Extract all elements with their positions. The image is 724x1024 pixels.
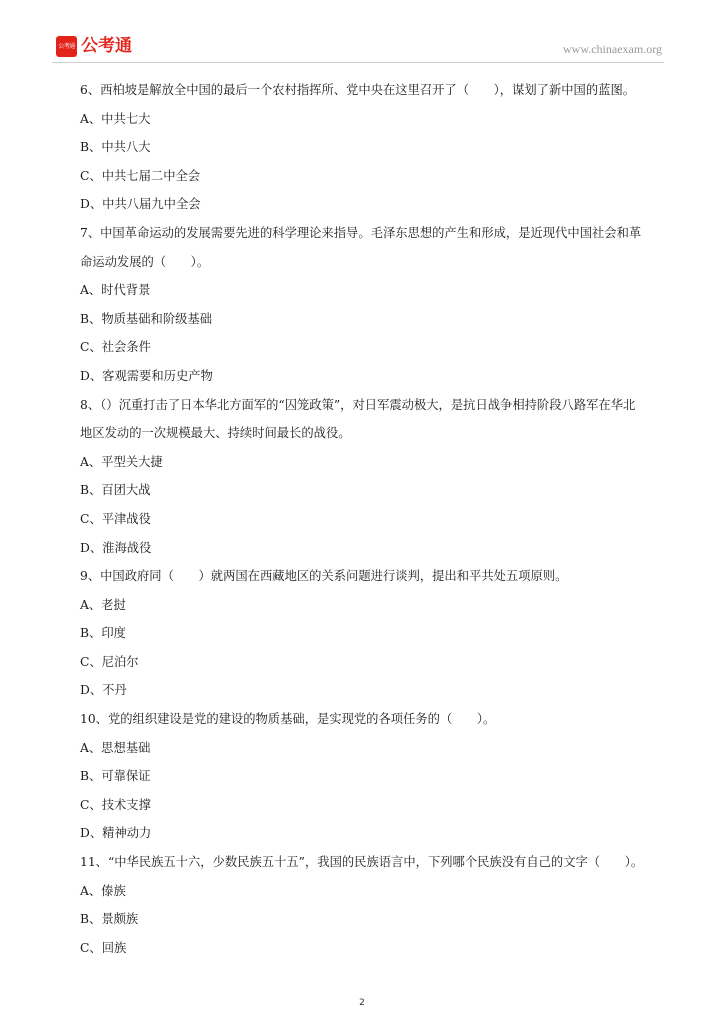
- page-number: 2: [359, 998, 365, 1008]
- option-d: D、不丹: [80, 683, 127, 698]
- option-c: C、技术支撑: [80, 797, 151, 812]
- site-url: www.chinaexam.org: [563, 42, 662, 56]
- question-text: 6、西柏坡是解放全中国的最后一个农村指挥所、党中央在这里召开了（ ），谋划了新中国的蓝图。: [80, 83, 636, 97]
- option-a: A、平型关大捷: [80, 454, 163, 469]
- question-text: 11、“中华民族五十六，少数民族五十五”，我国的民族语言中，下列哪个民族没有自己的文字（ ）。: [80, 855, 644, 870]
- header-divider: [52, 62, 664, 63]
- logo-text: 公考通: [81, 36, 132, 56]
- option-c: C、中共七届二中全会: [80, 168, 201, 183]
- question-text: 9、中国政府同（ ）就两国在西藏地区的关系问题进行谈判，提出和平共处五项原则。: [80, 569, 568, 584]
- question-block: [80, 848, 664, 962]
- option-b: B、印度: [80, 626, 126, 641]
- option-a: A、傣族: [80, 883, 126, 898]
- option-c: C、回族: [80, 940, 127, 955]
- option-b: B、可靠保证: [80, 769, 151, 784]
- option-b: B、物质基础和阶级基础: [80, 311, 213, 326]
- option-d: D、客观需要和历史产物: [80, 368, 213, 383]
- option-b: B、中共八大: [80, 140, 151, 155]
- option-a: A、时代背景: [80, 283, 151, 298]
- question-block: [80, 562, 664, 705]
- question-text-continued: 地区发动的一次规模最大、持续时间最长的战役。: [80, 426, 351, 441]
- question-text-continued: 命运动发展的（ ）。: [80, 254, 210, 269]
- question-text: 8、（）沉重打击了日本华北方面军的“囚笼政策”，对日军震动极大，是抗日战争相持阶段八路军在华北: [80, 397, 636, 412]
- question-text: 10、党的组织建设是党的建设的物质基础，是实现党的各项任务的（ ）。: [80, 712, 496, 727]
- question-block: [80, 76, 664, 219]
- option-d: D、淮海战役: [80, 540, 152, 555]
- option-b: B、景颇族: [80, 912, 139, 927]
- logo-icon: 公考通: [56, 36, 77, 57]
- option-c: C、平津战役: [80, 511, 151, 526]
- option-c: C、尼泊尔: [80, 654, 139, 669]
- option-a: A、老挝: [80, 597, 126, 612]
- option-c: C、社会条件: [80, 340, 151, 355]
- question-block: [80, 219, 664, 391]
- option-d: D、中共八届九中全会: [80, 197, 201, 212]
- question-list: [80, 76, 664, 962]
- page-header: [52, 34, 664, 60]
- option-b: B、百团大战: [80, 483, 151, 498]
- option-a: A、中共七大: [80, 111, 151, 126]
- question-text: 7、中国革命运动的发展需要先进的科学理论来指导。毛泽东思想的产生和形成，是近现代中国社会和革: [80, 225, 642, 240]
- question-block: [80, 391, 664, 563]
- question-block: [80, 705, 664, 848]
- option-a: A、思想基础: [80, 740, 151, 755]
- option-d: D、精神动力: [80, 826, 152, 841]
